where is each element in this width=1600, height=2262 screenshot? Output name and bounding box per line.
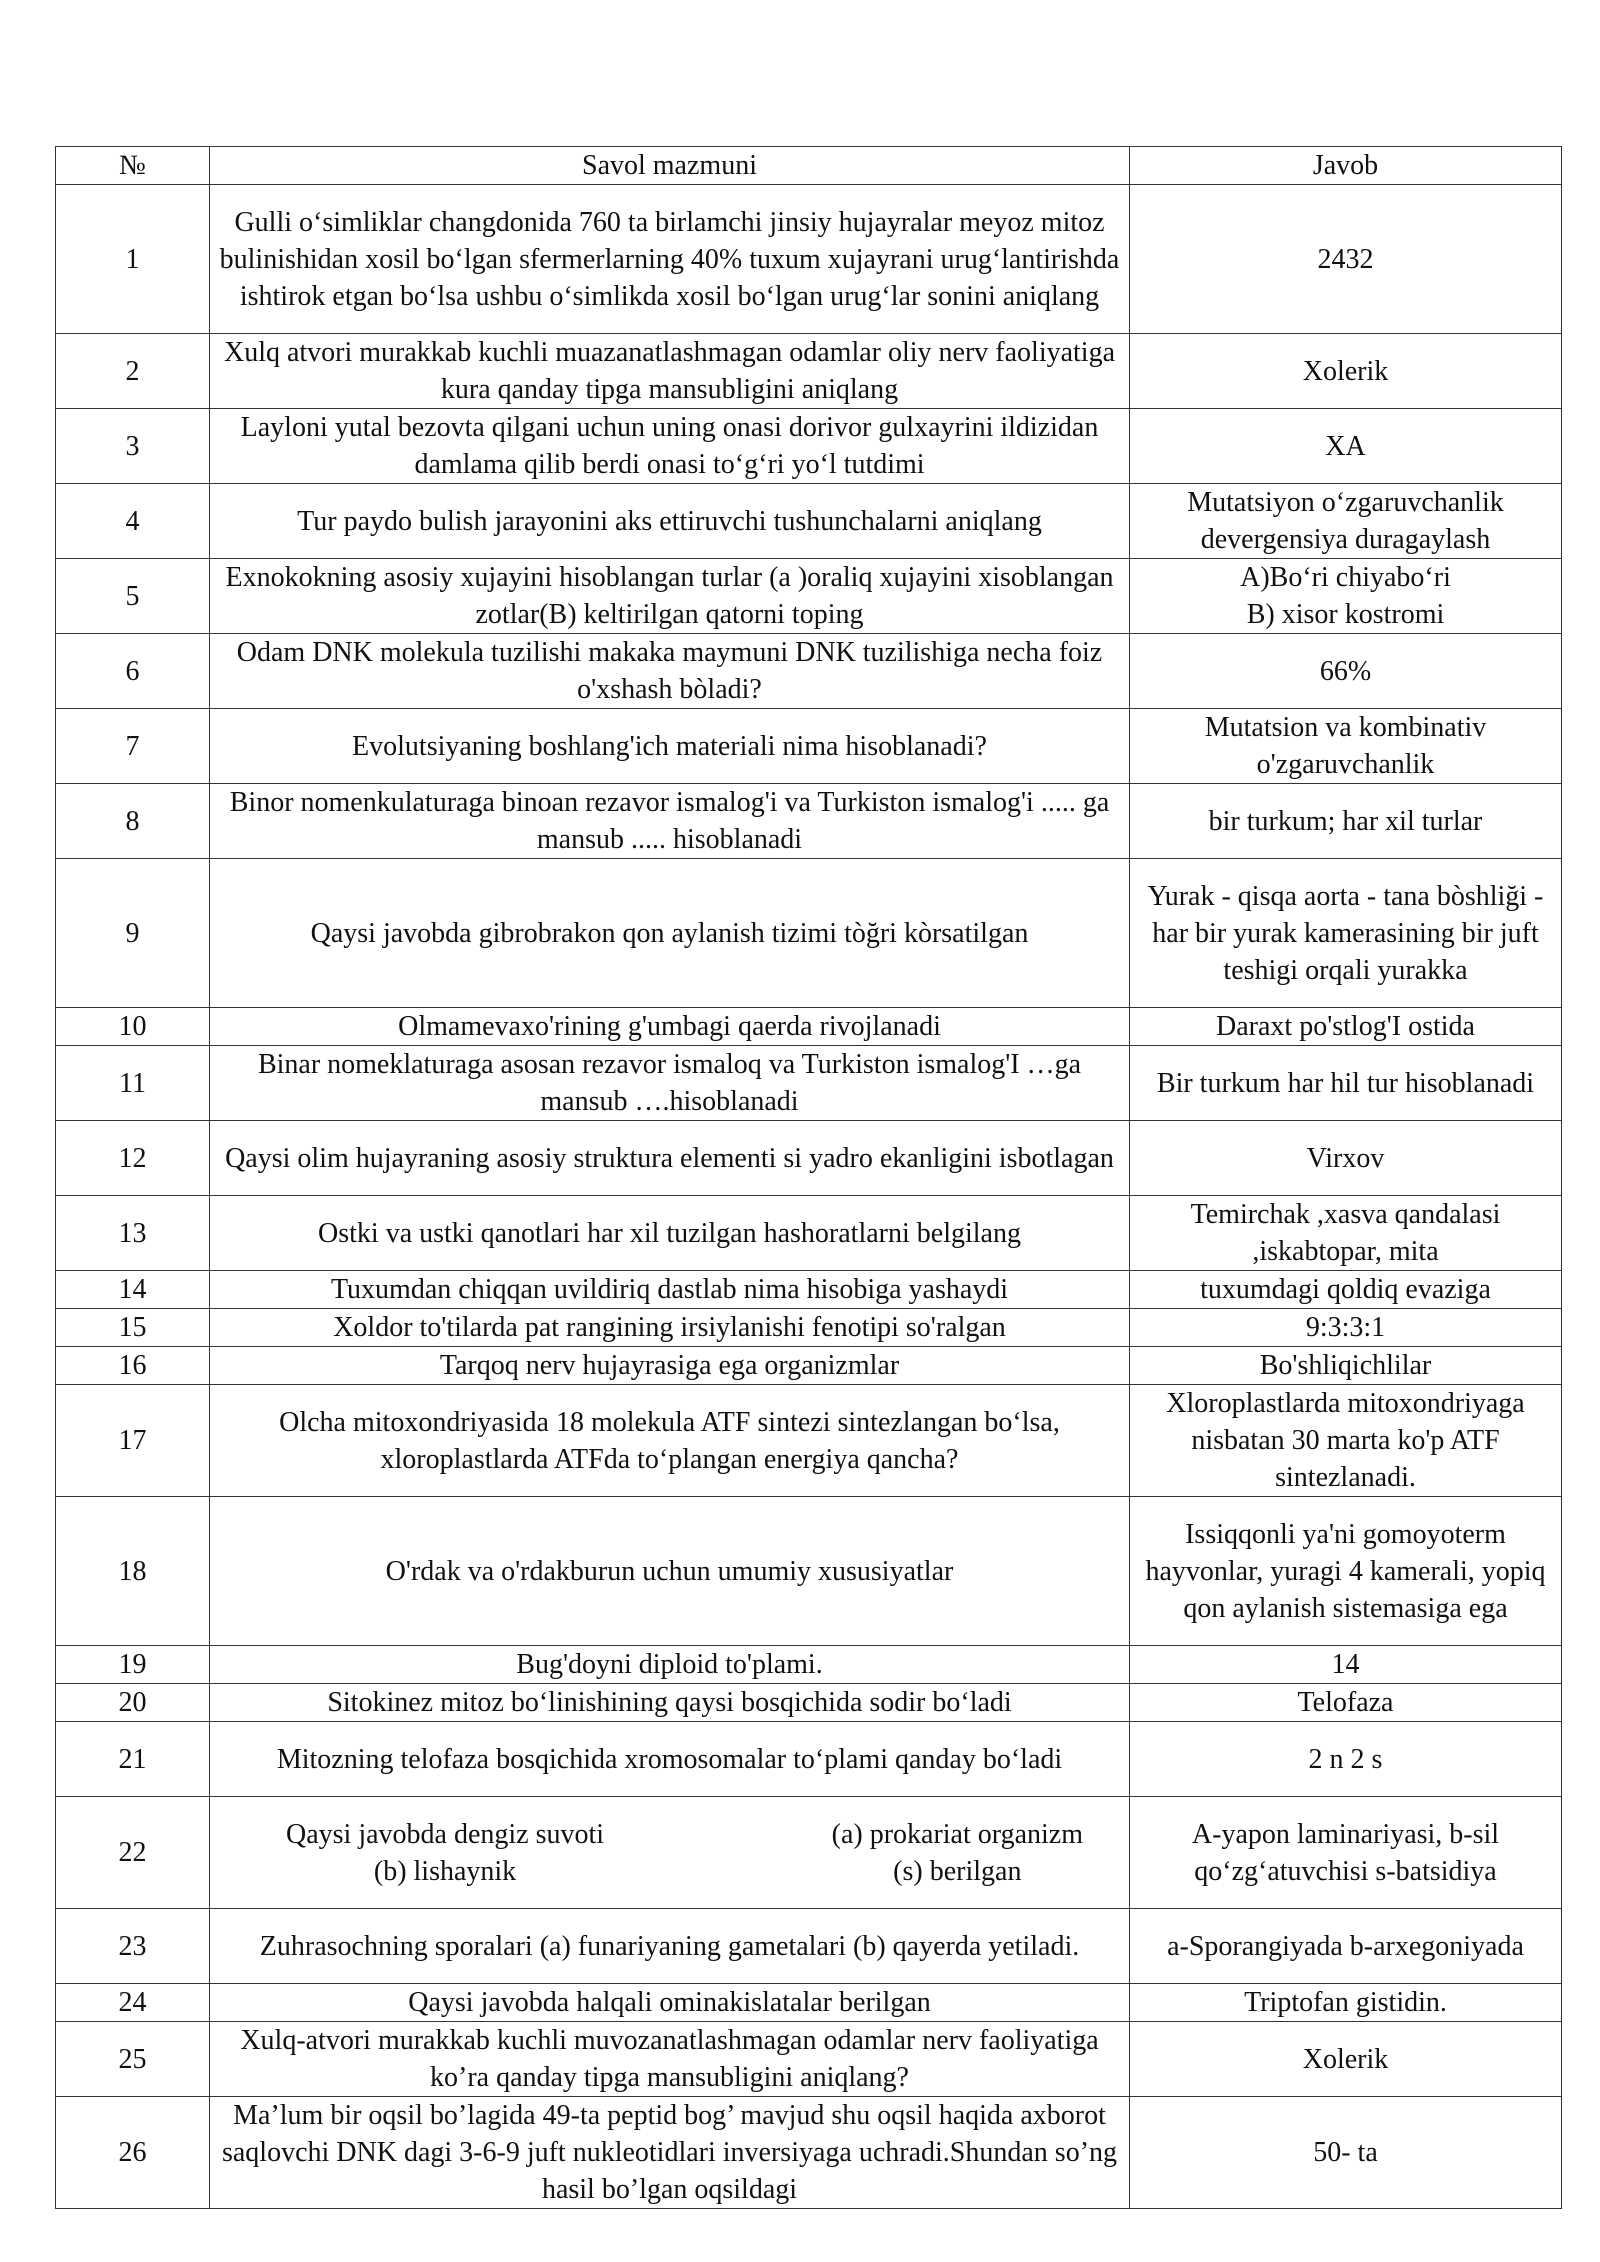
row-number: 18 [56,1497,210,1646]
row-number: 20 [56,1684,210,1722]
table-row [56,2097,1562,2209]
table-row [56,1646,1562,1684]
row-question: Tarqoq nerv hujayrasiga ega organizmlar [210,1347,1130,1385]
row-question: Zuhrasochning sporalari (a) funariyaning gametalari (b) qayerda yetiladi. [210,1909,1130,1984]
row-question: Xulq-atvori murakkab kuchli muvozanatlashmagan odamlar nerv faoliyatiga ko’ra qanday tipga mansubligini aniqlang? [210,2022,1130,2097]
table-row [56,1385,1562,1497]
row-number: 1 [56,185,210,334]
row-answer: Temirchak ,xasva qandalasi ,iskabtopar, mita [1130,1196,1562,1271]
row-question [210,1797,1130,1909]
table-row [56,1347,1562,1385]
question-answer-table [55,146,1562,2209]
row-number: 23 [56,1909,210,1984]
document-page [55,146,1561,2209]
row-number: 10 [56,1008,210,1046]
row-number: 13 [56,1196,210,1271]
row-answer: Xolerik [1130,2022,1562,2097]
row-answer: Mutatsiyon o‘zgaruvchanlik devergensiya duragaylash [1130,484,1562,559]
row-question: Gulli o‘simliklar changdonida 760 ta birlamchi jinsiy hujayralar meyoz mitoz bulinishidan xosil bo‘lgan sfermerlarning 40% tuxum xujayrani urug‘lantirishda ishtirok etgan bo‘lsa ushbu o‘simlikda xosil bo‘lgan urug‘lar sonini aniqlang [210,185,1130,334]
row-answer: tuxumdagi qoldiq evaziga [1130,1271,1562,1309]
row-question: Tuxumdan chiqqan uvildiriq dastlab nima hisobiga yashaydi [210,1271,1130,1309]
question-right-part: (a) prokariat organizm (s) berilgan [831,1818,1083,1887]
table-row [56,1121,1562,1196]
table-row [56,1722,1562,1797]
row-number: 7 [56,709,210,784]
row-question: Ma’lum bir oqsil bo’lagida 49-ta peptid bog’ mavjud shu oqsil haqida axborot saqlovchi DNK dagi 3-6-9 juft nukleotidlari inversiyaga uchradi.Shundan so’ng hasil bo’lgan oqsildagi [210,2097,1130,2209]
row-question: Ostki va ustki qanotlari har xil tuzilgan hashoratlarni belgilang [210,1196,1130,1271]
row-number: 5 [56,559,210,634]
row-question: Binor nomenkulaturaga binoan rezavor ismalog'i va Turkiston ismalog'i ..... ga mansub ..... hisoblanadi [210,784,1130,859]
table-header-row [56,147,1562,185]
row-question: Olcha mitoxondriyasida 18 molekula ATF sintezi sintezlangan bo‘lsa, xloroplastlarda ATFda to‘plangan energiya qancha? [210,1385,1130,1497]
row-question: Evolutsiyaning boshlang'ich materiali nima hisoblanadi? [210,709,1130,784]
row-answer: 14 [1130,1646,1562,1684]
table-row [56,1309,1562,1347]
row-answer: XA [1130,409,1562,484]
row-answer: Xolerik [1130,334,1562,409]
row-answer: Telofaza [1130,1684,1562,1722]
row-answer: A-yapon laminariyasi, b-sil qo‘zg‘atuvchisi s-batsidiya [1130,1797,1562,1909]
row-answer: Yurak - qisqa aorta - tana bòshliği - har bir yurak kamerasining bir juft teshigi orqali yurakka [1130,859,1562,1008]
row-number: 6 [56,634,210,709]
table-row [56,1984,1562,2022]
row-answer: Virxov [1130,1121,1562,1196]
row-question: Odam DNK molekula tuzilishi makaka maymuni DNK tuzilishiga necha foiz o'xshash bòladi? [210,634,1130,709]
table-row [56,709,1562,784]
table-row [56,1497,1562,1646]
table-row [56,634,1562,709]
table-row [56,1008,1562,1046]
table-row [56,1684,1562,1722]
row-number: 22 [56,1797,210,1909]
row-answer: Bir turkum har hil tur hisoblanadi [1130,1046,1562,1121]
row-question: Tur paydo bulish jarayonini aks ettiruvchi tushunchalarni aniqlang [210,484,1130,559]
row-answer: 2 n 2 s [1130,1722,1562,1797]
row-answer: 66% [1130,634,1562,709]
table-row [56,484,1562,559]
row-number: 12 [56,1121,210,1196]
row-question: Bug'doyni diploid to'plami. [210,1646,1130,1684]
row-question: Sitokinez mitoz bo‘linishining qaysi bosqichida sodir bo‘ladi [210,1684,1130,1722]
split-question [216,1816,1123,1890]
table-row [56,859,1562,1008]
row-question: Xoldor to'tilarda pat rangining irsiylanishi fenotipi so'ralgan [210,1309,1130,1347]
row-number: 8 [56,784,210,859]
row-answer: Issiqqonli ya'ni gomoyoterm hayvonlar, yuragi 4 kamerali, yopiq qon aylanish sistemasiga ega [1130,1497,1562,1646]
table-row [56,1909,1562,1984]
row-question: Qaysi olim hujayraning asosiy struktura elementi si yadro ekanligini isbotlagan [210,1121,1130,1196]
table-row [56,559,1562,634]
header-question: Savol mazmuni [210,147,1130,185]
row-question: Exnokokning asosiy xujayini hisoblangan turlar (a )oraliq xujayini xisoblangan zotlar(B) keltirilgan qatorni toping [210,559,1130,634]
row-number: 25 [56,2022,210,2097]
row-answer: Bo'shliqichlilar [1130,1347,1562,1385]
row-question: Binar nomeklaturaga asosan rezavor ismaloq va Turkiston ismalog'I …ga mansub ….hisoblanadi [210,1046,1130,1121]
table-row [56,2022,1562,2097]
row-number: 11 [56,1046,210,1121]
row-number: 17 [56,1385,210,1497]
row-answer: 9:3:3:1 [1130,1309,1562,1347]
table-row [56,1046,1562,1121]
row-number: 15 [56,1309,210,1347]
row-answer: bir turkum; har xil turlar [1130,784,1562,859]
row-number: 2 [56,334,210,409]
row-answer: A)Bo‘ri chiyabo‘ri B) xisor kostromi [1130,559,1562,634]
row-question: Qaysi javobda gibrobrakon qon aylanish tizimi tòğri kòrsatilgan [210,859,1130,1008]
header-answer: Javob [1130,147,1562,185]
row-answer: 50- ta [1130,2097,1562,2209]
row-number: 14 [56,1271,210,1309]
row-number: 26 [56,2097,210,2209]
row-number: 24 [56,1984,210,2022]
table-row [56,1797,1562,1909]
row-number: 3 [56,409,210,484]
table-row [56,1196,1562,1271]
row-number: 21 [56,1722,210,1797]
row-question: Olmamevaxo'rining g'umbagi qaerda rivojlanadi [210,1008,1130,1046]
row-number: 19 [56,1646,210,1684]
row-question: Mitozning telofaza bosqichida xromosomalar to‘plami qanday bo‘ladi [210,1722,1130,1797]
row-answer: Mutatsion va kombinativ o'zgaruvchanlik [1130,709,1562,784]
row-answer: a-Sporangiyada b-arxegoniyada [1130,1909,1562,1984]
row-number: 9 [56,859,210,1008]
table-row [56,1271,1562,1309]
row-answer: Daraxt po'stlog'I ostida [1130,1008,1562,1046]
row-number: 4 [56,484,210,559]
header-number: № [56,147,210,185]
row-question: O'rdak va o'rdakburun uchun umumiy xususiyatlar [210,1497,1130,1646]
row-answer: Triptofan gistidin. [1130,1984,1562,2022]
row-number: 16 [56,1347,210,1385]
row-answer: 2432 [1130,185,1562,334]
table-row [56,334,1562,409]
table-row [56,409,1562,484]
question-left-part: Qaysi javobda dengiz suvoti (b) lishaynik [286,1818,605,1887]
table-row [56,185,1562,334]
row-question: Layloni yutal bezovta qilgani uchun uning onasi dorivor gulxayrini ildizidan damlama qilib berdi onasi to‘g‘ri yo‘l tutdimi [210,409,1130,484]
row-answer: Xloroplastlarda mitoxondriyaga nisbatan 30 marta ko'p ATF sintezlanadi. [1130,1385,1562,1497]
table-row [56,784,1562,859]
row-question: Qaysi javobda halqali ominakislatalar berilgan [210,1984,1130,2022]
row-question: Xulq atvori murakkab kuchli muazanatlashmagan odamlar oliy nerv faoliyatiga kura qanday tipga mansubligini aniqlang [210,334,1130,409]
